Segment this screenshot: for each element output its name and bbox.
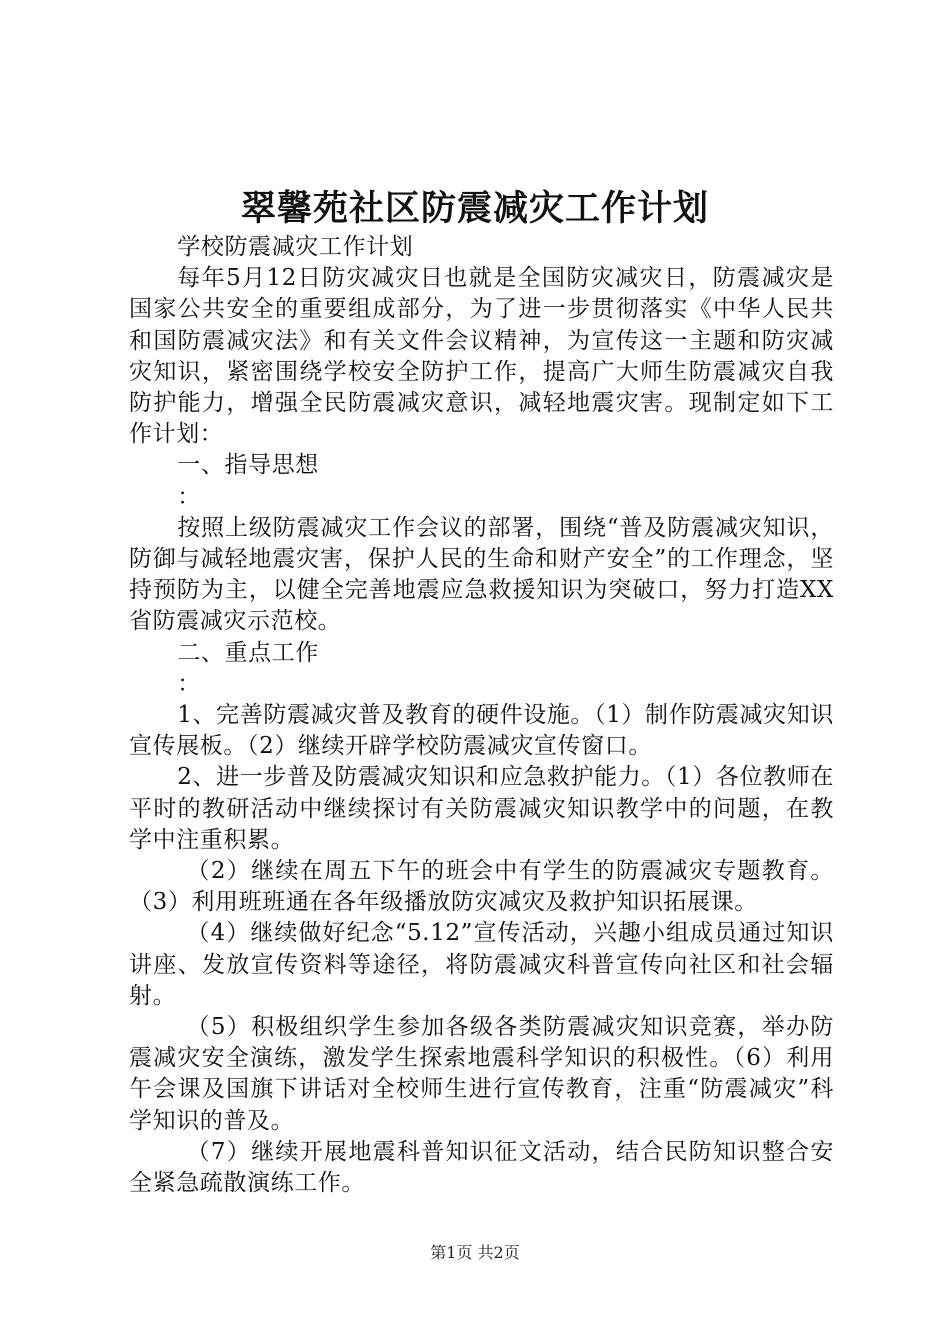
section-colon: ：	[177, 670, 201, 697]
section-heading-key-work: 二、重点工作	[177, 639, 319, 666]
key-work-item-2: 2、进一步普及防震减灾知识和应急救护能力。（1）各位教师在平时的教研活动中继续探讨有关防震减灾知识教学中的问题，在教学中注重积累。	[129, 764, 834, 853]
intro-paragraph: 每年5月12日防灾减灾日也就是全国防灾减灾日，防震减灾是国家公共安全的重要组成部分，为了进一步贯彻落实《中华人民共和国防震减灾法》和有关文件会议精神，为宣传这一主题和防灾减灾知识，紧密围绕学校安全防护工作，提高广大师生防震减灾自我防护能力，增强全民防震减灾意识，减轻地震灾害。现制定如下工作计划：	[129, 265, 834, 448]
key-work-subitem-2-3: （2）继续在周五下午的班会中有学生的防震减灾专题教育。（3）利用班班通在各年级播放防灾减灾及救护知识拓展课。	[129, 858, 834, 916]
document-title: 翠馨苑社区防震减灾工作计划	[240, 188, 709, 229]
page-footer: 第1页 共2页	[430, 1243, 520, 1262]
key-work-item-1: 1、完善防震减灾普及教育的硬件设施。（1）制作防震减灾知识宣传展板。（2）继续开辟学校防震减灾宣传窗口。	[129, 702, 834, 760]
key-work-subitem-5-6: （5）积极组织学生参加各级各类防震减灾知识竞赛，举办防震减灾安全演练，激发学生探索地震科学知识的积极性。（6）利用午会课及国旗下讲话对全校师生进行宣传教育，注重“防震减灾”科学知识的普及。	[129, 1014, 834, 1134]
guiding-ideology-paragraph: 按照上级防震减灾工作会议的部署，围绕“普及防震减灾知识，防御与减轻地震灾害，保护人民的生命和财产安全”的工作理念，坚持预防为主，以健全完善地震应急救援知识为突破口，努力打造XX省防震减灾示范校。	[129, 514, 834, 635]
key-work-subitem-4: （4）继续做好纪念“5.12”宣传活动，兴趣小组成员通过知识讲座、发放宣传资料等途径，将防震减灾科普宣传向社区和社会辐射。	[129, 920, 834, 1009]
section-heading-guiding-ideology: 一、指导思想	[177, 452, 319, 479]
key-work-subitem-7: （7）继续开展地震科普知识征文活动，结合民防知识整合安全紧急疏散演练工作。	[129, 1138, 834, 1197]
section-colon: ：	[177, 483, 201, 510]
subtitle-paragraph: 学校防震减灾工作计划	[177, 234, 414, 260]
document-body	[129, 232, 834, 1199]
